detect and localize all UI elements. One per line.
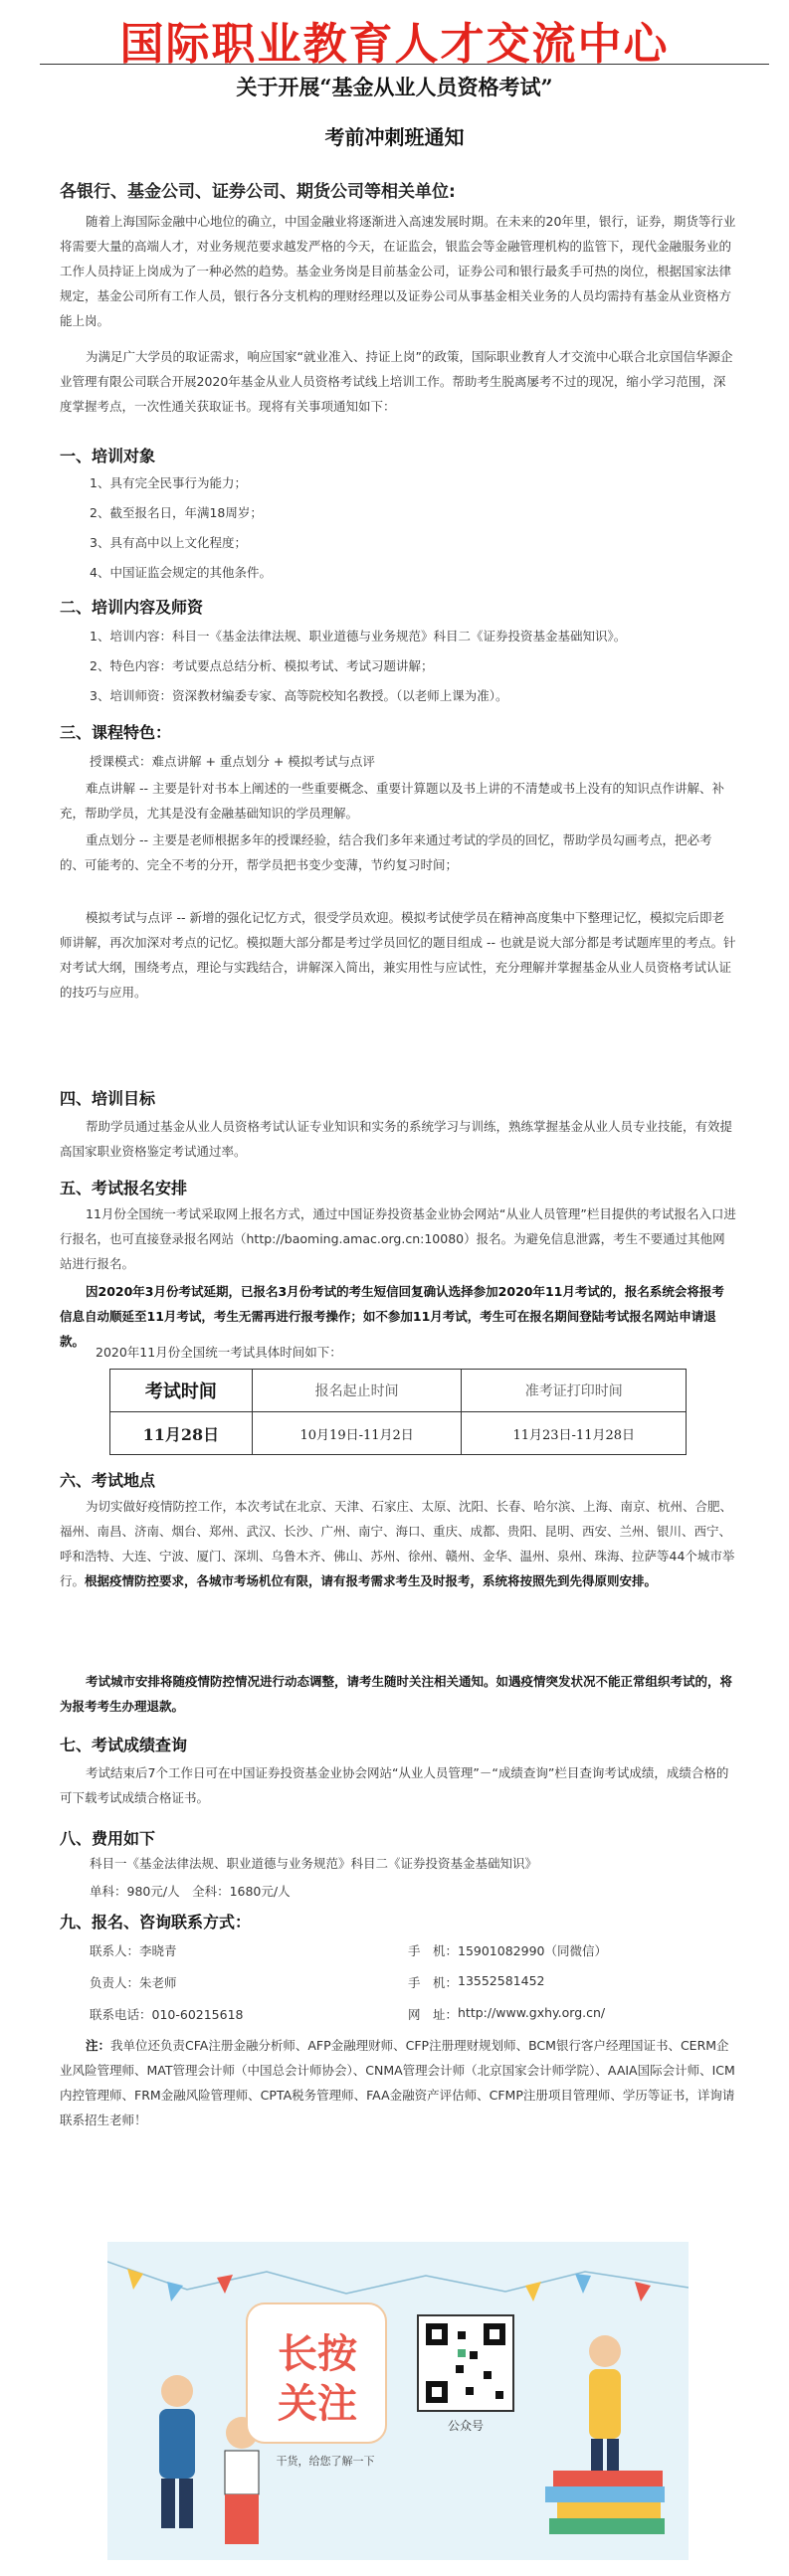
list-item: 4、中国证监会规定的其他条件。	[90, 565, 272, 580]
section-title-contact: 九、报名、咨询联系方式：	[60, 1913, 252, 1932]
section-title-goals: 四、培训目标	[60, 1089, 156, 1108]
list-item: 1、具有完全民事行为能力；	[90, 475, 247, 490]
schedule-intro: 2020年11月份全国统一考试具体时间如下：	[96, 1345, 342, 1360]
list-item: 1、培训内容：科目一《基金法律法规、职业道德与业务规范》科目二《证券投资基金基础知识》。	[90, 629, 627, 644]
section-title-fees: 八、费用如下	[60, 1829, 156, 1848]
follow-slogan: 长按关注	[278, 2331, 357, 2427]
registration-paragraph: 11月份全国统一考试采取网上报名方式，通过中国证券投资基金业协会网站“从业人员管理”栏目提供的考试报名入口进行报名，也可直接登录报名网站（http://baoming.amac.org.cn:10080）报名。为避免信息泄露，考生不要通过其他网站进行报名。	[60, 1206, 736, 1271]
teaching-mode: 授课模式：难点讲解 + 重点划分 + 模拟考试与点评	[90, 754, 375, 769]
banner-caption: 干货，给您了解一下	[276, 2455, 375, 2468]
contact-phone: 联系电话：010-60215618	[90, 2007, 244, 2022]
location-cities-text: 为切实做好疫情防控工作，本次考试在北京、天津、石家庄、太原、沈阳、长春、哈尔滨、上海、南京、杭州、合肥、福州、南昌、济南、烟台、郑州、武汉、长沙、广州、南宁、海口、重庆、成都、贵阳、昆明、西安、兰州、银川、西宁、呼和浩特、大连、宁波、厦门、深圳、乌鲁木齐、佛山、苏州、徐州、赣州、金华、温州、泉州、珠海、拉萨等44个城市举行。	[60, 1499, 735, 1588]
section-title-score: 七、考试成绩查询	[60, 1736, 188, 1754]
feature-paragraph: 难点讲解 -- 主要是针对书本上阐述的一些重要概念、重要计算题以及书上讲的不清楚或书上没有的知识点作讲解、补充，帮助学员，尤其是没有金融基础知识的学员理解。	[60, 781, 724, 821]
note-paragraph	[60, 2033, 736, 2132]
location-paragraph	[60, 1494, 736, 1593]
section-title-targets: 一、培训对象	[60, 447, 156, 465]
section-title-content: 二、培训内容及师资	[60, 598, 204, 617]
phone-number[interactable]: 13552581452	[458, 1973, 545, 1988]
feature-paragraph: 模拟考试与点评 -- 新增的强化记忆方式，很受学员欢迎。模拟考试使学员在精神高度集中下整理记忆，模拟完后即老师讲解，再次加深对考点的记忆。模拟题大部分都是考过学员回忆的题目组成 -- 也就是说大部分都是考试题库里的考点。针对考试大纲，围绕考点，理论与实践结合，讲解深入简出，兼实用性与应试性，充分理解并掌握基金从业人员资格考试认证的技巧与应用。	[60, 910, 736, 1000]
website-link[interactable]: http://www.gxhy.org.cn/	[458, 2005, 606, 2020]
section-title-features: 三、课程特色：	[60, 723, 172, 742]
location-notice: 考试城市安排将随疫情防控情况进行动态调整，请考生随时关注相关通知。如遇疫情突发状况不能正常组织考试的，将为报考考生办理退款。	[60, 1674, 733, 1714]
list-item: 3、具有高中以上文化程度；	[90, 535, 247, 550]
note-label: 注：	[86, 2038, 111, 2053]
follow-banner	[107, 2242, 689, 2560]
location-bold-text: 根据疫情防控要求，各城市考场机位有限，请有报考需求考生及时报考，系统将按照先到先得原则安排。	[85, 1573, 658, 1588]
contact-person: 负责人：朱老师	[90, 1975, 177, 1990]
registration-bold-paragraph: 因2020年3月份考试延期，已报名3月份考试的考生短信回复确认选择参加2020年11月考试的，报名系统会将报考信息自动顺延至11月考试，考生无需再进行报考操作；如不参加11月考试，考生可在报名期间登陆考试报名网站申请退款。	[60, 1284, 724, 1349]
list-item: 2、截至报名日，年满18周岁；	[90, 505, 263, 520]
fee-subjects: 科目一《基金法律法规、职业道德与业务规范》科目二《证券投资基金基础知识》	[90, 1856, 538, 1871]
table-header-row	[110, 1370, 687, 1412]
note-text: 我单位还负责CFA注册金融分析师、AFP金融理财师、CFP注册理财规划师、BCM银行客户经理国证书、CERM企业风险管理师、MAT管理会计师（中国总会计师协会）、CNMA管理会计师（北京国家会计师学院）、AAIA国际会计师、ICM内控管理师、FRM金融风险管理师、CPTA税务管理师、FAA金融资产评估师、CFMP注册项目管理师、学历等证书，详询请联系招生老师！	[60, 2038, 735, 2127]
table-header-cell: 准考证打印时间	[462, 1370, 687, 1412]
phone-label: 手 机：	[408, 1943, 459, 1958]
exam-schedule-table	[109, 1369, 687, 1455]
notice-subtitle: 关于开展“基金从业人员资格考试”	[236, 75, 553, 99]
qr-caption: 公众号	[447, 2419, 484, 2433]
table-cell: 10月19日-11月2日	[252, 1412, 462, 1455]
banner-illustration	[107, 2242, 689, 2560]
goal-paragraph: 帮助学员通过基金从业人员资格考试认证专业知识和实务的系统学习与训练，熟练掌握基金从业人员专业技能，有效提高国家职业资格鉴定考试通过率。	[60, 1119, 733, 1159]
section-title-location: 六、考试地点	[60, 1471, 156, 1490]
phone-number[interactable]: 15901082990（同微信）	[458, 1943, 607, 1958]
score-paragraph: 考试结束后7个工作日可在中国证券投资基金业协会网站“从业人员管理”－“成绩查询”栏目查询考试成绩，成绩合格的可下载考试成绩合格证书。	[60, 1765, 729, 1805]
notice-subtitle-2: 考前冲刺班通知	[324, 125, 465, 149]
table-cell: 11月28日	[110, 1412, 253, 1455]
org-title: 国际职业教育人才交流中心	[119, 19, 670, 70]
table-header-cell: 考试时间	[110, 1370, 253, 1412]
section-title-registration: 五、考试报名安排	[60, 1179, 188, 1197]
title-divider	[40, 64, 769, 65]
table-header-cell: 报名起止时间	[252, 1370, 462, 1412]
salutation: 各银行、基金公司、证券公司、期货公司等相关单位:	[60, 182, 456, 202]
table-cell: 11月23日-11月28日	[462, 1412, 687, 1455]
contact-person: 联系人：李晓青	[90, 1943, 177, 1958]
intro-paragraph-2: 为满足广大学员的取证需求，响应国家“就业准入、持证上岗”的政策，国际职业教育人才交流中心联合北京国信华源企业管理有限公司联合开展2020年基金从业人员资格考试线上培训工作。帮助考生脱离屡考不过的现况，缩小学习范围，深度掌握考点，一次性通关获取证书。现将有关事项通知如下：	[60, 349, 733, 414]
feature-paragraph: 重点划分 -- 主要是老师根据多年的授课经验，结合我们多年来通过考试的学员的回忆，帮助学员勾画考点，把必考的、可能考的、完全不考的分开，帮学员把书变少变薄，节约复习时间；	[60, 832, 712, 872]
phone-label: 手 机：	[408, 1975, 459, 1990]
list-item: 2、特色内容：考试要点总结分析、模拟考试、考试习题讲解；	[90, 658, 434, 673]
table-row	[110, 1412, 687, 1455]
website-label: 网 址：	[408, 2007, 459, 2022]
list-item: 3、培训师资：资深教材编委专家、高等院校知名教授。（以老师上课为准）。	[90, 688, 508, 703]
fee-prices: 单科：980元/人 全科：1680元/人	[90, 1884, 291, 1899]
intro-paragraph-1: 随着上海国际金融中心地位的确立，中国金融业将逐渐进入高速发展时期。在未来的20年里，银行，证券，期货等行业将需要大量的高端人才，对业务规范要求越发严格的今天，在证监会，银监会等金融管理机构的监管下，现代金融服务业的工作人员持证上岗成为了一种必然的趋势。基金业务岗是目前基金公司，证券公司和银行最炙手可热的岗位，根据国家法律规定，基金公司所有工作人员，银行各分支机构的理财经理以及证券公司从事基金相关业务的人员均需持有基金从业资格方能上岗。	[60, 214, 736, 328]
